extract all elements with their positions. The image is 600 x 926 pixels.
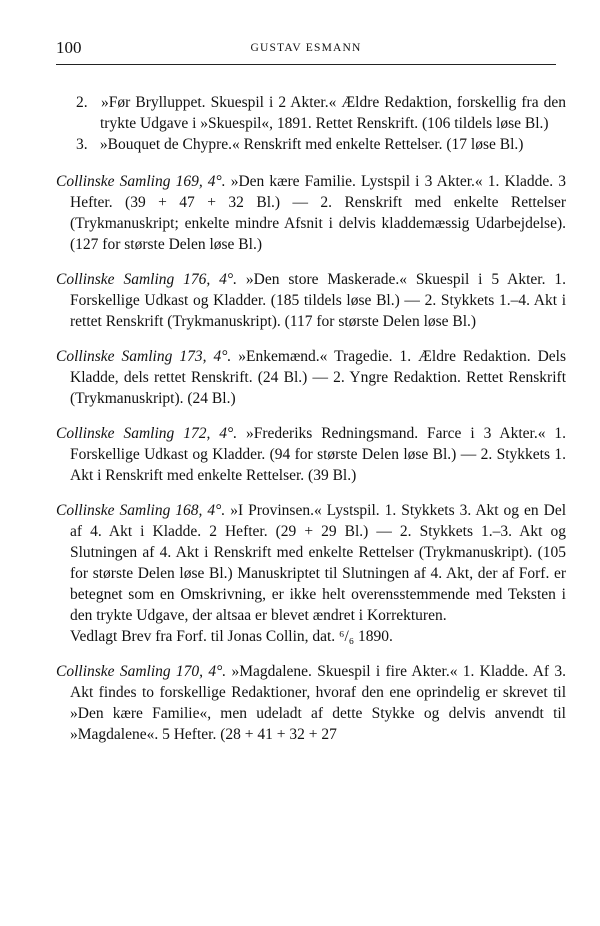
list-item (76, 134, 566, 155)
running-head: GUSTAV ESMANN (250, 42, 362, 54)
entry-note: Vedlagt Brev fra Forf. til Jonas Collin, dat. ⁶/₆ 1890. (70, 628, 393, 645)
collection-reference: Collinske Samling 172, 4°. (56, 425, 238, 442)
catalog-entry (56, 661, 566, 745)
list-item-text: »Før Brylluppet. Skuespil i 2 Akter.« Ældre Redaktion, forskellig fra den trykte Udgave i »Skuespil«, 1891. Rettet Renskrift. (106 tildels løse Bl.) (100, 94, 566, 132)
catalog-entry (56, 423, 566, 486)
entry-text: »I Provinsen.« Lystspil. 1. Stykkets 3. Akt og en Del af 4. Akt i Kladde. 2 Hefter. (29 + 29 Bl.) — 2. Stykkets 1.–3. Akt og Slutningen af 4. Akt i Renskrift med enkelte Rettelser (Trykmanuskript). (105 for største Delen løse Bl.) Manuskriptet til Slutningen af 4. Akt, der af Forf. er betegnet som en Omskrivning, er ikke helt overensstemmende med Teksten i den trykte Udgave, der altsaa er blevet ændret i Korrekturen. (70, 502, 566, 624)
catalog-entry (56, 346, 566, 409)
collection-reference: Collinske Samling 170, 4°. (56, 663, 227, 680)
collection-reference: Collinske Samling 168, 4°. (56, 502, 226, 519)
entry-text: »Magdalene. Skuespil i fire Akter.« 1. Kladde. Af 3. Akt findes to forskellige Redaktioner, hvoraf den ene oprindelig er skrevet til »Den kære Familie«, men udeladt af dette Stykke og delvis anvendt til »Magdalene«. 5 Hefter. (28 + 41 + 32 + 27 (70, 663, 566, 743)
collection-reference: Collinske Samling 176, 4°. (56, 271, 237, 288)
entry-text: »Enkemænd.« Tragedie. 1. Ældre Redaktion. Dels Kladde, dels rettet Renskrift. (24 Bl.) — 2. Yngre Redaktion. Rettet Renskrift (Trykmanuskript). (24 Bl.) (70, 348, 567, 407)
entry-text: »Den store Maskerade.« Skuespil i 5 Akter. 1. Forskellige Udkast og Kladder. (185 tildels løse Bl.) — 2. Stykkets 1.–4. Akt i rettet Renskrift (Trykmanuskript). (117 for største Delen løse Bl.) (70, 271, 566, 330)
catalog-entry (56, 171, 566, 255)
entry-text: »Den kære Familie. Lystspil i 3 Akter.« 1. Kladde. 3 Hefter. (39 + 47 + 32 Bl.) — 2. Renskrift med enkelte Rettelser (Trykmanuskript; enkelte mindre Afsnit i delvis kladdemæssig Udarbejdelse). (127 for største Delen løse Bl.) (70, 173, 566, 253)
list-item-text: »Bouquet de Chypre.« Renskrift med enkelte Rettelser. (17 løse Bl.) (99, 136, 524, 153)
list-item-number: 3. (76, 136, 88, 153)
entry-text: »Frederiks Redningsmand. Farce i 3 Akter.« 1. Forskellige Udkast og Kladder. (94 for største Delen løse Bl.) — 2. Stykkets 1. Akt i Renskrift med enkelte Rettelser. (39 Bl.) (70, 425, 566, 484)
list-item (76, 92, 566, 134)
page-header (56, 36, 556, 65)
catalog-entry (56, 500, 566, 626)
list-item-number: 2. (76, 94, 88, 111)
body-text (56, 92, 566, 745)
collection-reference: Collinske Samling 169, 4°. (56, 173, 226, 190)
catalog-entry (56, 269, 566, 332)
collection-reference: Collinske Samling 173, 4°. (56, 348, 232, 365)
page-number: 100 (56, 38, 82, 57)
